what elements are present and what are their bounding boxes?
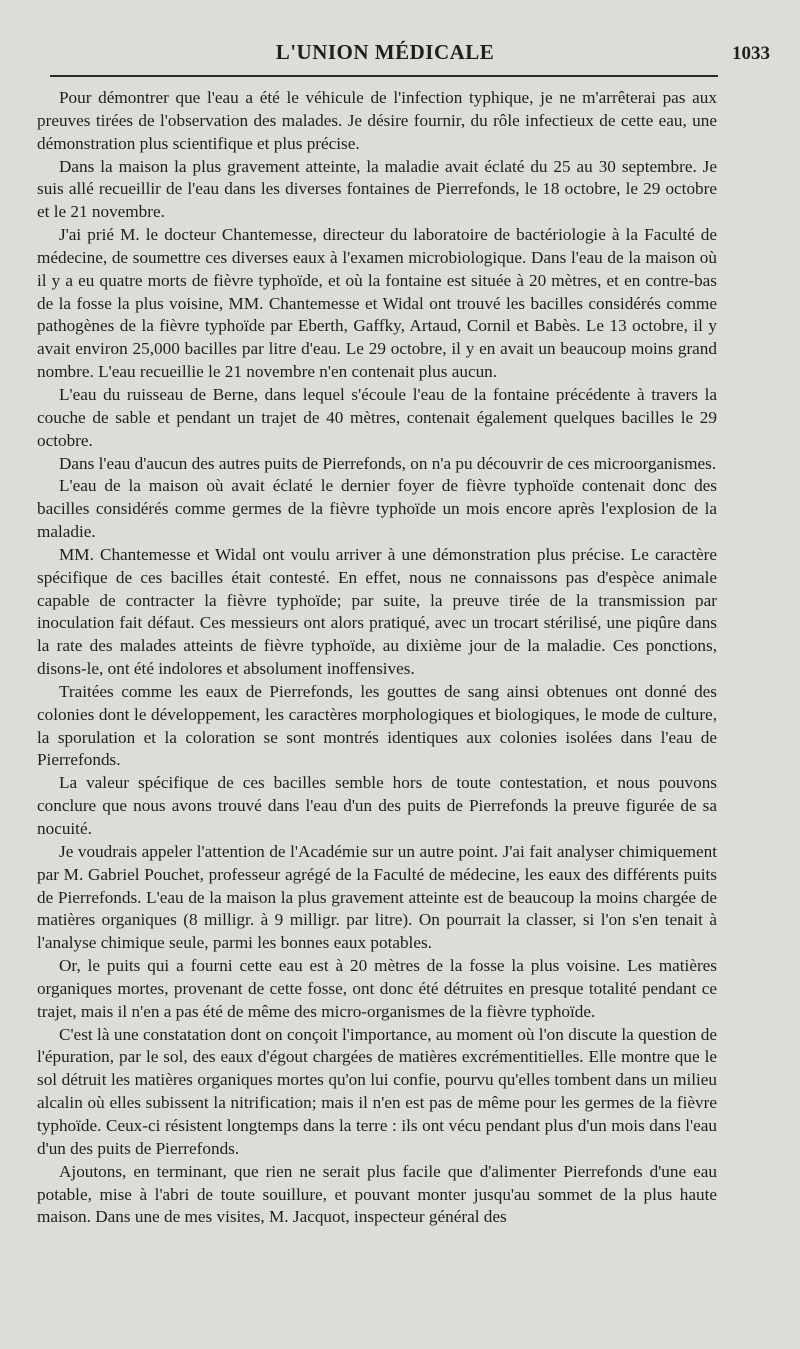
- paragraph: L'eau de la maison où avait éclaté le dernier foyer de fièvre typhoïde contenait donc des bacilles considérés comme germes de la fièvre typhoïde un mois encore après l'explosion de la maladie.: [37, 476, 717, 542]
- page-number: 1033: [732, 43, 770, 64]
- paragraph: Je voudrais appeler l'attention de l'Académie sur un autre point. J'ai fait analyser chimiquement par M. Gabriel Pouchet, professeur agrégé de la Faculté de médecine, les eaux des différents puits de Pierrefonds. L'eau de la maison la plus gravement atteinte est de beaucoup la moins chargée de matières organiques (8 milligr. à 9 milligr. par litre). On pourrait la classer, si l'on s'en tenait à l'analyse chimique seule, parmi les bonnes eaux potables.: [37, 841, 717, 953]
- paragraph: Ajoutons, en terminant, que rien ne serait plus facile que d'alimenter Pierrefonds d'une eau potable, mise à l'abri de toute souillure, et pouvant monter jusqu'au sommet de la plus haute maison. Dans une de mes visites, M. Jacquot, inspecteur général des: [37, 1161, 717, 1227]
- paragraph: C'est là une constatation dont on conçoit l'importance, au moment où l'on discute la question de l'épuration, par le sol, des eaux d'égout chargées de matières excrémentitielles. Elle montre que le sol détruit les matières organiques mortes qu'on lui confie, pourvu qu'elles tombent dans un milieu alcalin où elles subissent la nitrification; mais il n'en est pas de même pour les germes de la fièvre typhoïde. Ceux-ci résistent longtemps dans la terre : ils ont vécu pendant plus d'un mois dans l'eau d'un des puits de Pierrefonds.: [37, 1024, 717, 1158]
- paragraph: La valeur spécifique de ces bacilles semble hors de toute contestation, et nous pouvons conclure que nous avons trouvé dans l'eau d'un des puits de Pierrefonds la preuve figurée de sa nocuité.: [37, 773, 717, 838]
- paragraph: Pour démontrer que l'eau a été le véhicule de l'infection typhique, je ne m'arrêterai pas aux preuves tirées de l'observation des malades. Je désire fournir, du rôle infectieux de cette eau, une démonstration plus scientifique et plus précise.: [37, 88, 717, 153]
- paragraph: J'ai prié M. le docteur Chantemesse, directeur du laboratoire de bactériologie à la Faculté de médecine, de soumettre ces diverses eaux à l'examen microbiologique. Dans l'eau de la maison où il y a eu quatre morts de fièvre typhoïde, et où la fontaine est située à 20 mètres, et en contre-bas de la fosse la plus voisine, MM. Chantemesse et Widal ont trouvé les bacilles considérés comme pathogènes de la fièvre typhoïde par Eberth, Gaffky, Artaud, Cornil et Babès. Le 13 octobre, il y avait environ 25,000 bacilles par litre d'eau. Le 29 octobre, il y en avait un beaucoup moins grand nombre. L'eau recueillie le 21 novembre n'en contenait plus aucun.: [37, 225, 717, 382]
- article-body: [37, 87, 717, 1229]
- paragraph: Dans la maison la plus gravement atteinte, la maladie avait éclaté du 25 au 30 septembre. Je suis allé recueillir de l'eau dans les diverses fontaines de Pierrefonds, le 18 octobre, le 29 octobre et le 21 novembre.: [37, 156, 717, 222]
- paragraph: Or, le puits qui a fourni cette eau est à 20 mètres de la fosse la plus voisine. Les matières organiques mortes, provenant de cette fosse, ont donc été détruites en presque totalité pendant ce trajet, mais il n'en a pas été de même des micro-organismes de la fièvre typhoïde.: [37, 956, 717, 1021]
- paragraph: L'eau du ruisseau de Berne, dans lequel s'écoule l'eau de la fontaine précédente à travers la couche de sable et pendant un trajet de 40 mètres, contenait également quelques bacilles le 29 octobre.: [37, 384, 717, 450]
- paragraph: MM. Chantemesse et Widal ont voulu arriver à une démonstration plus précise. Le caractère spécifique de ces bacilles était contesté. En effet, nous ne connaissons pas d'espèce animale capable de contracter la fièvre typhoïde; par suite, la preuve tirée de la transmission par inoculation fait défaut. Ces messieurs ont alors pratiqué, avec un trocart stérilisé, une piqûre dans la rate des malades atteints de fièvre typhoïde, au dixième jour de la maladie. Ces ponctions, disons-le, ont été indolores et absolument inoffensives.: [37, 544, 717, 679]
- paragraph: Traitées comme les eaux de Pierrefonds, les gouttes de sang ainsi obtenues ont donné des colonies dont le développement, les caractères morphologiques et biologiques, le mode de culture, la sporulation et la coloration se sont montrés identiques aux colonies isolées dans l'eau de Pierrefonds.: [37, 681, 717, 770]
- header-rule: [50, 75, 718, 77]
- paragraph: Dans l'eau d'aucun des autres puits de Pierrefonds, on n'a pu découvrir de ces microorganismes.: [59, 453, 717, 473]
- running-title: L'UNION MÉDICALE: [275, 40, 495, 64]
- page-header: [0, 40, 800, 70]
